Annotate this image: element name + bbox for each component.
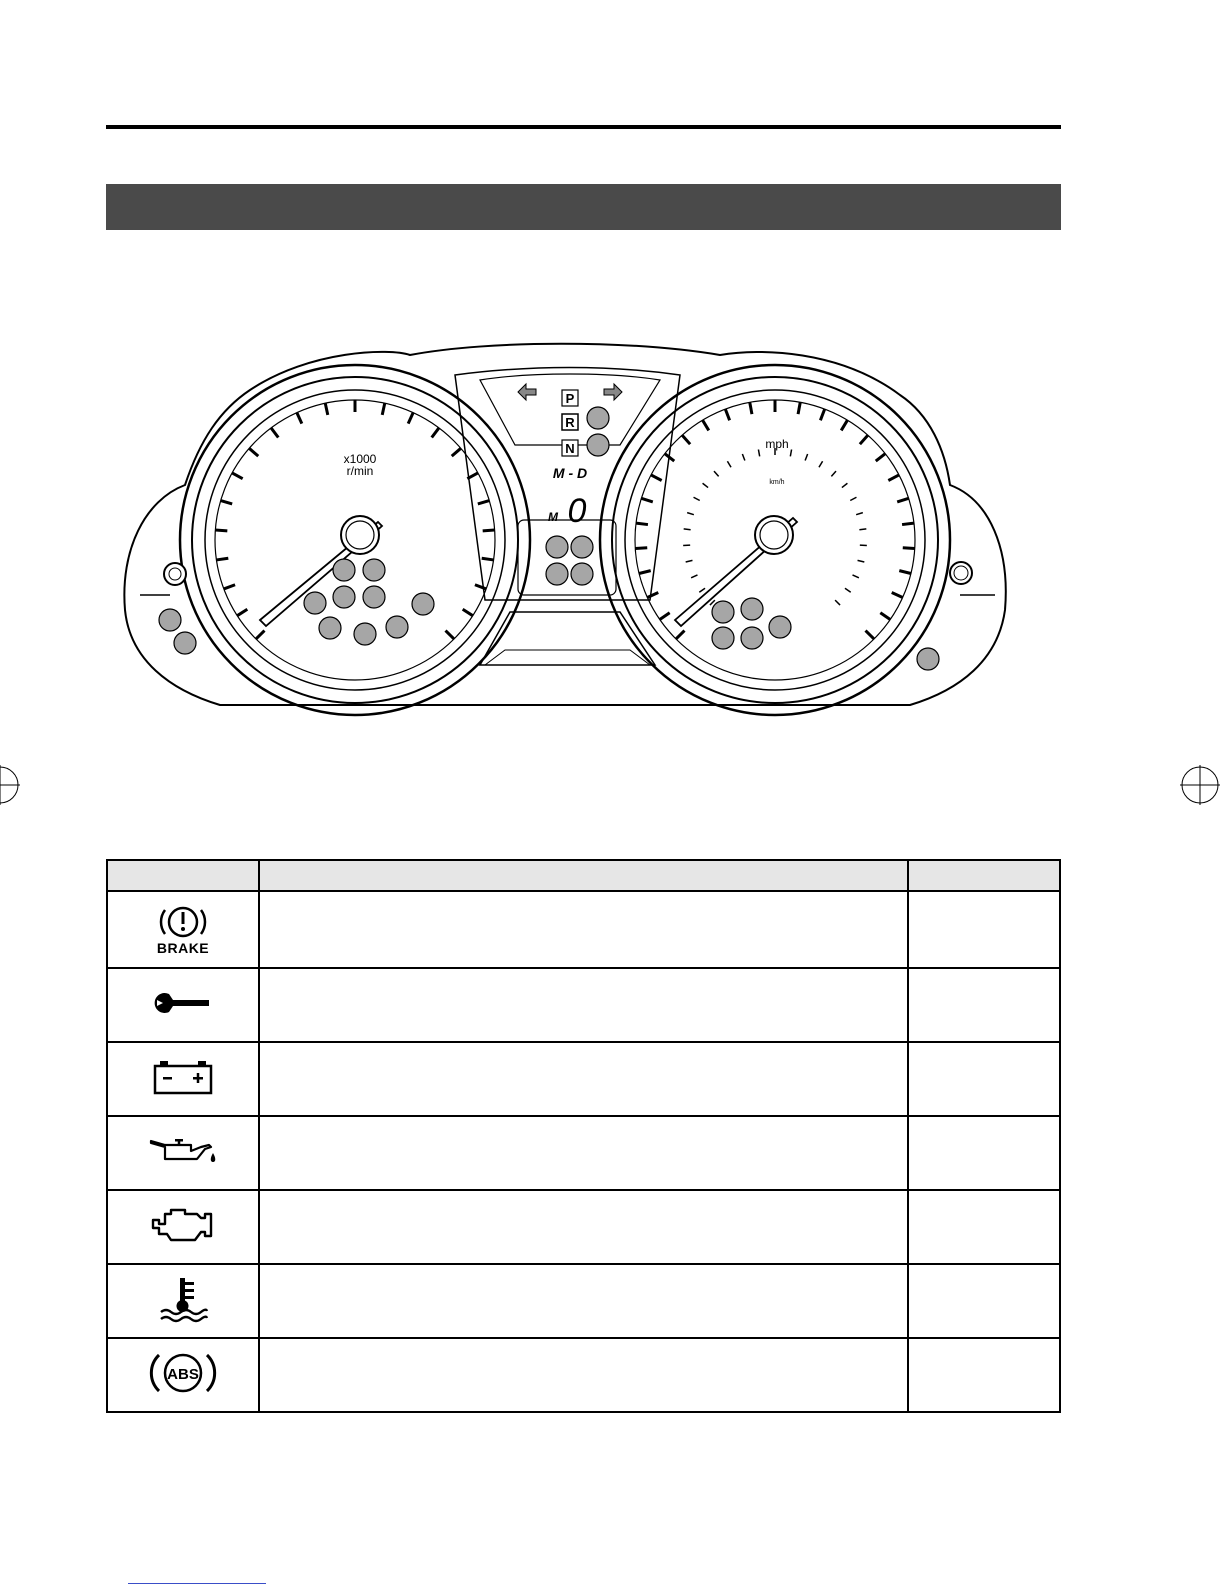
speedo-inner-tick [687, 513, 694, 515]
table-header-row [107, 860, 1060, 891]
speedo-inner-tick [842, 483, 848, 487]
speedo-tick [635, 548, 647, 549]
speedo-inner-tick [699, 588, 705, 592]
speedo-inner-tick [742, 454, 744, 461]
brake-warning-icon [153, 902, 213, 956]
speedo-tick [902, 523, 914, 524]
page-cell [908, 1338, 1060, 1412]
tach-tick [249, 448, 258, 456]
table-row [107, 1042, 1060, 1116]
speedo-inner-tick [714, 471, 719, 476]
page-cell [908, 891, 1060, 968]
tach-hub [341, 516, 379, 554]
speedo-tick [841, 420, 847, 430]
speedo-inner-tick [758, 450, 759, 457]
indicator-lamp [174, 632, 196, 654]
icon-cell [107, 968, 259, 1042]
brake-icon-label: BRAKE [156, 939, 210, 956]
speedo-inner-tick [859, 529, 866, 530]
icon-cell [107, 1042, 259, 1116]
indicator-lamp [333, 559, 355, 581]
indicator-lamp [741, 627, 763, 649]
speedo-inner-tick [858, 560, 865, 562]
page-cell [908, 1264, 1060, 1338]
table-row [107, 1116, 1060, 1190]
speedo-hub [755, 516, 793, 554]
indicator-lamp [386, 616, 408, 638]
page-cell [908, 1190, 1060, 1264]
right-turn-icon [604, 384, 622, 400]
abs-icon-label: ABS [167, 1365, 199, 1383]
trip-knob [950, 562, 972, 584]
tach-tick [478, 501, 490, 504]
abs-warning-icon [147, 1347, 219, 1399]
tach-tick [483, 530, 495, 531]
icon-cell [107, 1190, 259, 1264]
speedo-tick [647, 593, 658, 598]
tach-tick [452, 448, 461, 456]
indicator-lamp [546, 536, 568, 558]
speedo-inner-tick [819, 461, 823, 467]
indicator-lamp [304, 592, 326, 614]
tach-tick [216, 558, 228, 560]
speedo-tick [639, 571, 651, 574]
tach-tick [432, 428, 439, 438]
tach-tick [215, 530, 227, 531]
description-cell [259, 1264, 908, 1338]
manual-prefix: M [548, 510, 558, 524]
speedo-tick [725, 409, 729, 420]
description-cell [259, 1042, 908, 1116]
indicator-lamp [917, 648, 939, 670]
header-rule [106, 125, 1061, 129]
icon-cell [107, 891, 259, 968]
speedo-inner-tick [694, 497, 700, 500]
indicator-lamp [363, 559, 385, 581]
table-row [107, 891, 1060, 968]
tach-tick [221, 501, 233, 504]
tach-tick [256, 631, 264, 639]
indicator-lamp [159, 609, 181, 631]
check-engine-icon [149, 1204, 217, 1246]
description-cell [259, 891, 908, 968]
tach-tick [382, 403, 385, 415]
speedo-mph-label: mph [765, 437, 789, 451]
indicator-lamp [333, 586, 355, 608]
mode-label: M - D [552, 465, 588, 481]
fuel-gauge-icon [164, 563, 186, 585]
indicator-lamp [363, 586, 385, 608]
speedo-tick [897, 498, 908, 502]
speedo-tick [660, 613, 670, 620]
indicator-lamp [587, 407, 609, 429]
icon-cell [107, 1264, 259, 1338]
wrench-icon [151, 988, 215, 1018]
speedo-inner-tick [856, 513, 863, 515]
indicator-lamp [712, 627, 734, 649]
description-cell [259, 968, 908, 1042]
left-turn-icon [518, 384, 536, 400]
speedo-tick [798, 402, 800, 414]
tach-tick [463, 609, 473, 615]
speedo-inner-tick [853, 575, 859, 578]
speedo-tick [866, 631, 874, 639]
speedo-tick [880, 613, 890, 620]
page-cell [908, 1042, 1060, 1116]
table-row [107, 1190, 1060, 1264]
speedo-tick [641, 498, 652, 502]
gear-p-label: P [565, 391, 575, 406]
page-cell [908, 1116, 1060, 1190]
speedo-kmh-label: km/h [769, 479, 785, 486]
description-cell [259, 1116, 908, 1190]
icon-cell [107, 1116, 259, 1190]
tach-tick [475, 585, 486, 589]
tach-tick [325, 403, 328, 415]
speedo-tick [903, 548, 915, 549]
tach-tick [297, 413, 302, 424]
tach-tick [271, 428, 278, 438]
oil-pressure-icon [147, 1133, 219, 1169]
speedo-tick [860, 435, 868, 444]
header-signal [107, 860, 259, 891]
table-row [107, 1264, 1060, 1338]
speedo-inner-tick [727, 461, 731, 467]
tach-tick [408, 413, 413, 424]
speedo-inner-tick [703, 483, 709, 487]
speedo-tick [703, 420, 709, 430]
speedo-inner-tick [831, 471, 836, 476]
icon-cell [107, 1338, 259, 1412]
gear-n-label: N [565, 441, 575, 456]
speedo-tick [892, 593, 903, 598]
indicator-lamp [571, 563, 593, 585]
warning-lights-table [106, 859, 1061, 1413]
speedo-inner-tick [845, 588, 851, 592]
speedo-tick [899, 571, 911, 574]
page-cell [908, 968, 1060, 1042]
crop-mark-left [0, 765, 20, 805]
crop-mark-right [1180, 765, 1220, 805]
speedo-tick [676, 631, 684, 639]
speedo-inner-tick [684, 529, 691, 530]
tach-unit-label: r/min [346, 464, 374, 478]
gear-digit: 0 [567, 492, 587, 530]
speedo-inner-tick [686, 560, 693, 562]
table-row [107, 1338, 1060, 1412]
gear-r-label: R [565, 415, 575, 430]
tach-tick [446, 631, 454, 639]
tach-tick [232, 473, 243, 479]
indicator-lamp [712, 601, 734, 623]
description-cell [259, 1190, 908, 1264]
indicator-lamp [354, 623, 376, 645]
speedo-inner-tick [850, 497, 856, 500]
table-row [107, 968, 1060, 1042]
tach-scale-label: x1000 [343, 452, 377, 466]
indicator-lamp [319, 617, 341, 639]
section-title-bar [106, 184, 1061, 230]
indicator-lamp [741, 598, 763, 620]
tach-tick [224, 585, 235, 589]
coolant-temperature-icon [155, 1274, 211, 1324]
speedo-inner-tick [805, 454, 807, 461]
indicator-lamp [769, 616, 791, 638]
speedo-tick [888, 475, 899, 481]
description-cell [259, 1338, 908, 1412]
instrument-cluster-illustration [110, 320, 1020, 720]
indicator-lamp [412, 593, 434, 615]
indicator-lamp [546, 563, 568, 585]
speedo-tick [750, 402, 752, 414]
speedo-inner-tick [835, 600, 840, 605]
header-page [908, 860, 1060, 891]
tach-tick [482, 558, 494, 560]
speedo-tick [820, 409, 824, 420]
speedo-inner-tick [710, 600, 715, 605]
speedo-tick [651, 475, 662, 481]
speedo-tick [682, 435, 690, 444]
indicator-lamp [587, 434, 609, 456]
tach-tick [237, 609, 247, 615]
speedo-tick [876, 454, 885, 461]
header-description [259, 860, 908, 891]
speedo-inner-tick [691, 575, 697, 578]
speedo-inner-tick [790, 450, 791, 457]
battery-charging-icon [151, 1057, 215, 1097]
speedo-tick [636, 523, 648, 524]
indicator-lamp [571, 536, 593, 558]
